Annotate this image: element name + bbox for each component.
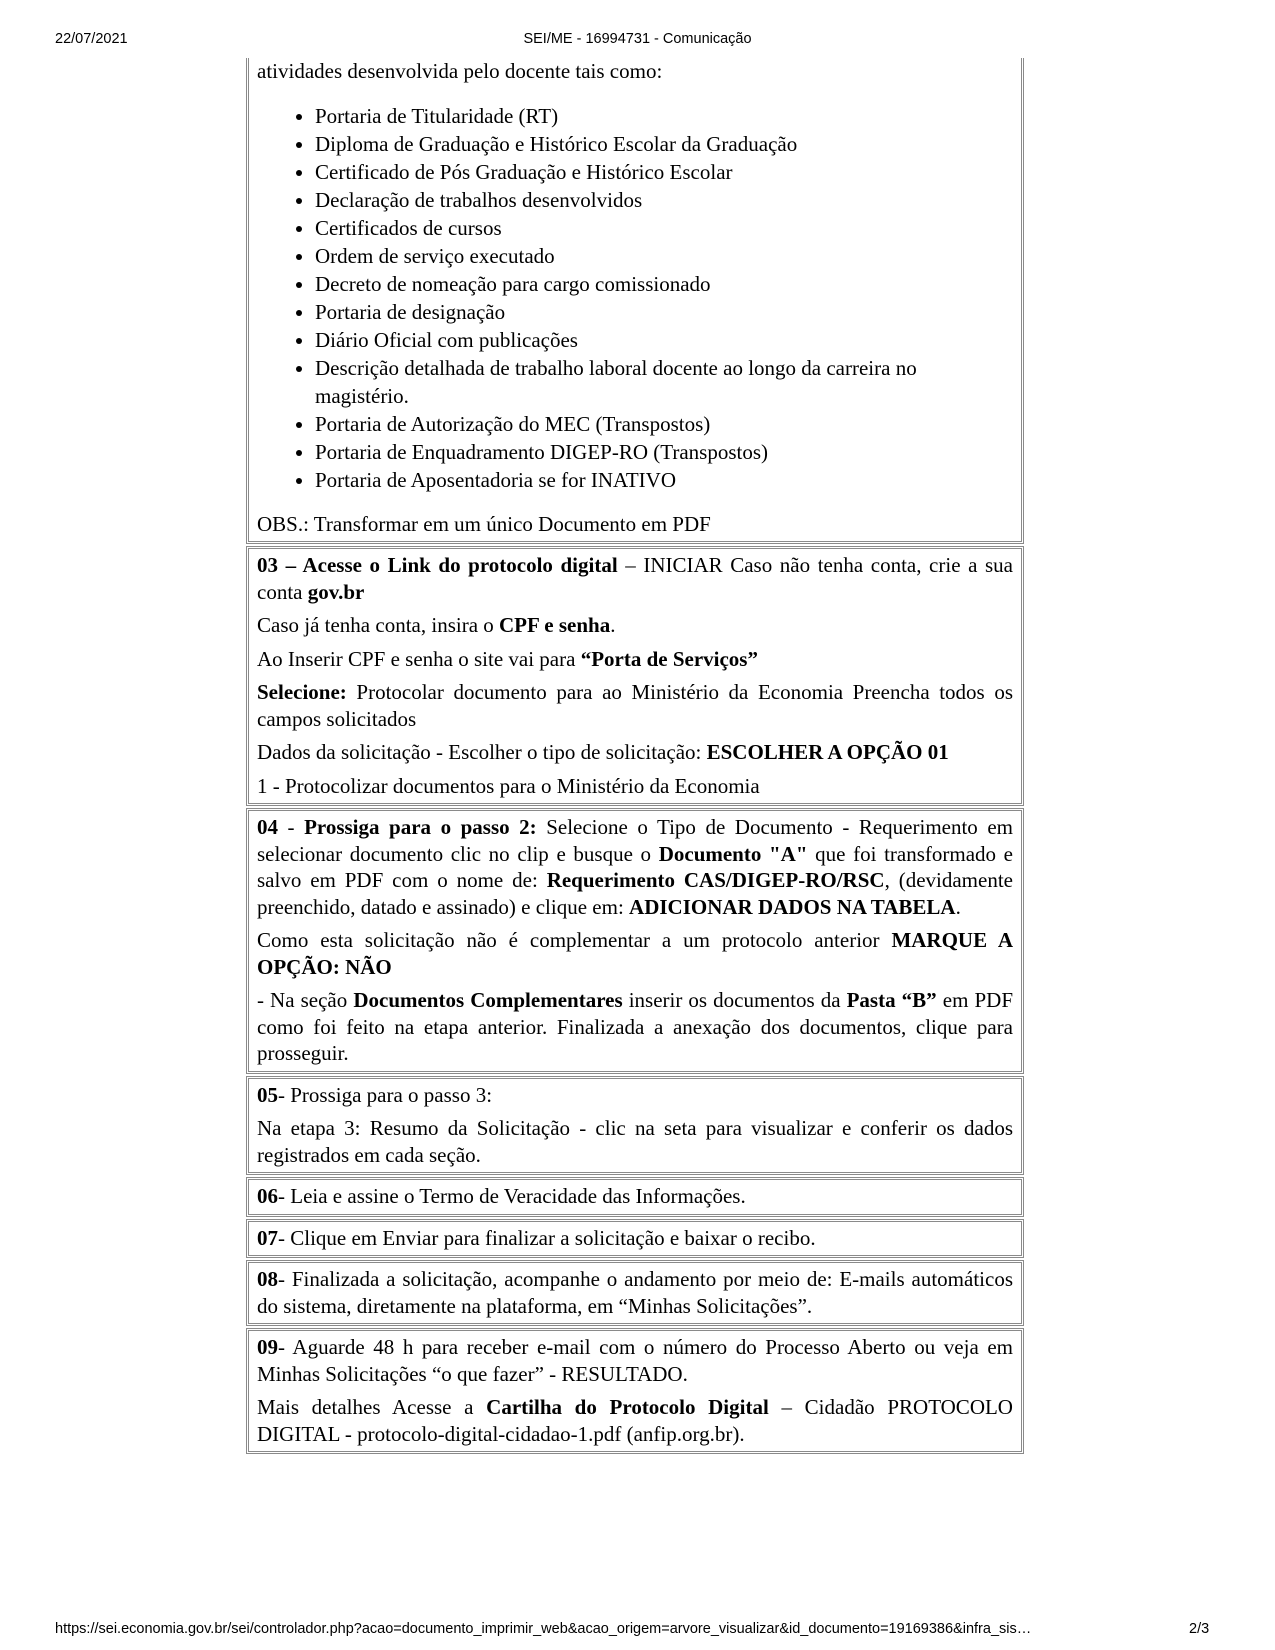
list-item: • Portaria de Enquadramento DIGEP-RO (Transpostos) [315, 438, 1013, 466]
step-04-cell [246, 808, 1024, 1074]
list-item: • Ordem de serviço executado [315, 242, 1013, 270]
list-item: • Declaração de trabalhos desenvolvidos [315, 186, 1013, 214]
step-06-paragraph [257, 1183, 1013, 1210]
list-item: • Portaria de designação [315, 298, 1013, 326]
step-07-cell [246, 1219, 1024, 1259]
pasta-b-text: Pasta “B” [846, 988, 937, 1012]
step-03-p5-text: Dados da solicitação - Escolher o tipo de solicitação: [257, 740, 707, 764]
step-03-paragraph-3 [257, 646, 1013, 673]
step-09-paragraph-1 [257, 1334, 1013, 1387]
step-09-number: 09 [257, 1335, 278, 1359]
step-04-p3-t1: - Na seção [257, 988, 354, 1012]
list-item: • Portaria de Titularidade (RT) [315, 102, 1013, 130]
step-03-paragraph-5 [257, 739, 1013, 766]
step-04-sep: - [278, 815, 305, 839]
list-item: • Portaria de Autorização do MEC (Transpostos) [315, 410, 1013, 438]
step-04-paragraph-3 [257, 987, 1013, 1067]
step-04-text-2: que foi transformado e salvo em PDF com o nome de: [257, 841, 1013, 892]
step-03-p4-text: Protocolar documento para ao Ministério da Economia Preencha todos os campos solicitados [257, 680, 1013, 731]
list-item: • Portaria de Aposentadoria se for INATIVO [315, 466, 1013, 494]
step-02-obs: OBS.: Transformar em um único Documento em PDF [257, 511, 711, 536]
step-05-cell [246, 1076, 1024, 1176]
step-02-cell [246, 58, 1024, 544]
step-03-p2-text: Caso já tenha conta, insira o [257, 613, 500, 637]
print-title: SEI/ME - 16994731 - Comunicação [523, 31, 752, 47]
instructions-table [246, 58, 1024, 1456]
step-03-paragraph-1 [257, 552, 1013, 605]
step-05-paragraph-2: Na etapa 3: Resumo da Solicitação - clic na seta para visualizar e conferir os dados registrados em cada seção. [257, 1116, 1013, 1167]
cartilha-link-text[interactable]: Cartilha do Protocolo Digital [486, 1395, 769, 1419]
step-06-text: - Leia e assine o Termo de Veracidade das Informações. [278, 1184, 746, 1208]
step-03-text: – INICIAR Caso não tenha conta, crie a sua conta [257, 553, 1013, 604]
marque-opcao-text: MARQUE A OPÇÃO: NÃO [257, 928, 1013, 979]
step-09-cell [246, 1328, 1024, 1454]
gov-br-text: gov.br [307, 579, 365, 604]
step-03-cell [246, 546, 1024, 806]
step-08-paragraph [257, 1266, 1013, 1319]
list-item: • Descrição detalhada de trabalho laboral docente ao longo da carreira no magistério. [315, 354, 1013, 410]
porta-servicos-text: “Porta de Serviços” [580, 646, 758, 671]
list-item: • Certificado de Pós Graduação e Histórico Escolar [315, 158, 1013, 186]
step-03-paragraph-6: 1 - Protocolizar documentos para o Ministério da Economia [257, 773, 760, 798]
step-03-paragraph-2 [257, 612, 1013, 639]
step-09-p2-text: Mais detalhes Acesse a [257, 1395, 487, 1419]
step-09-text: - Aguarde 48 h para receber e-mail com o número do Processo Aberto ou veja em Minhas Solicitações “o que fazer” - RESULTADO. [257, 1335, 1013, 1386]
step-03-heading: 03 – Acesse o Link do protocolo digital [257, 553, 618, 577]
step-05-paragraph-1 [257, 1082, 1013, 1109]
list-item: • Diário Oficial com publicações [315, 326, 1013, 354]
step-08-text: - Finalizada a solicitação, acompanhe o andamento por meio de: E-mails automáticos do sistema, diretamente na plataforma, em “Minhas Solicitações”. [257, 1267, 1013, 1318]
step-02-intro: atividades desenvolvida pelo docente tais como: [257, 59, 663, 83]
step-05-text: - Prossiga para o passo 3: [278, 1082, 493, 1107]
step-08-number: 08 [257, 1267, 278, 1291]
step-06-number: 06 [257, 1184, 278, 1208]
step-09-p2-end: – Cidadão PROTOCOLO DIGITAL - protocolo-digital-cidadao-1.pdf (anfip.org.br). [257, 1395, 1013, 1446]
step-04-p2-text: Como esta solicitação não é complementar a um protocolo anterior [257, 928, 892, 952]
step-07-paragraph [257, 1225, 1013, 1252]
list-item: • Certificados de cursos [315, 214, 1013, 242]
step-04-text-4: . [955, 894, 961, 919]
step-04-heading: Prossiga para o passo 2: [304, 815, 537, 839]
step-04-text-1: Selecione o Tipo de Documento - Requerimento em selecionar documento clic no clip e busque o [257, 815, 1013, 866]
step-04-p3-t2: inserir os documentos da [622, 988, 847, 1012]
step-04-paragraph-1 [257, 814, 1013, 920]
print-footer-url: https://sei.economia.gov.br/sei/controlador.php?acao=documento_imprimir_web&acao_origem=arvore_visualizar&id_documento=19169386&infra_sis… [55, 1621, 1032, 1637]
required-documents-list [257, 102, 1013, 494]
print-date: 22/07/2021 [55, 31, 128, 47]
adicionar-dados-text: ADICIONAR DADOS NA TABELA [629, 894, 956, 919]
step-06-cell [246, 1177, 1024, 1217]
step-04-paragraph-2 [257, 927, 1013, 980]
step-03-p2-end: . [610, 613, 616, 637]
step-03-p3-text: Ao Inserir CPF e senha o site vai para [257, 646, 581, 671]
list-item: • Diploma de Graduação e Histórico Escolar da Graduação [315, 130, 1013, 158]
step-08-cell [246, 1260, 1024, 1326]
step-07-number: 07 [257, 1225, 278, 1250]
step-04-number: 04 [257, 815, 278, 839]
print-page-number: 2/3 [1189, 1621, 1210, 1637]
documentos-complementares-text: Documentos Complementares [353, 988, 623, 1012]
step-09-paragraph-2 [257, 1394, 1013, 1447]
list-item: • Decreto de nomeação para cargo comissionado [315, 270, 1013, 298]
escolher-opcao-text: ESCOLHER A OPÇÃO 01 [706, 740, 949, 764]
step-04-p3-t3: em PDF como foi feito na etapa anterior. Finalizada a anexação dos documentos, clique para prosseguir. [257, 988, 1014, 1065]
step-05-number: 05 [257, 1082, 278, 1107]
step-04-text-3: , (devidamente preenchido, datado e assinado) e clique em: [257, 868, 1013, 919]
documento-a-text: Documento "A" [658, 841, 808, 866]
selecione-label: Selecione: [257, 680, 347, 704]
cpf-senha-text: CPF e senha [499, 613, 611, 637]
requerimento-name-text: Requerimento CAS/DIGEP-RO/RSC [546, 868, 885, 892]
step-03-paragraph-4 [257, 679, 1013, 732]
step-07-text: - Clique em Enviar para finalizar a solicitação e baixar o recibo. [278, 1225, 816, 1250]
